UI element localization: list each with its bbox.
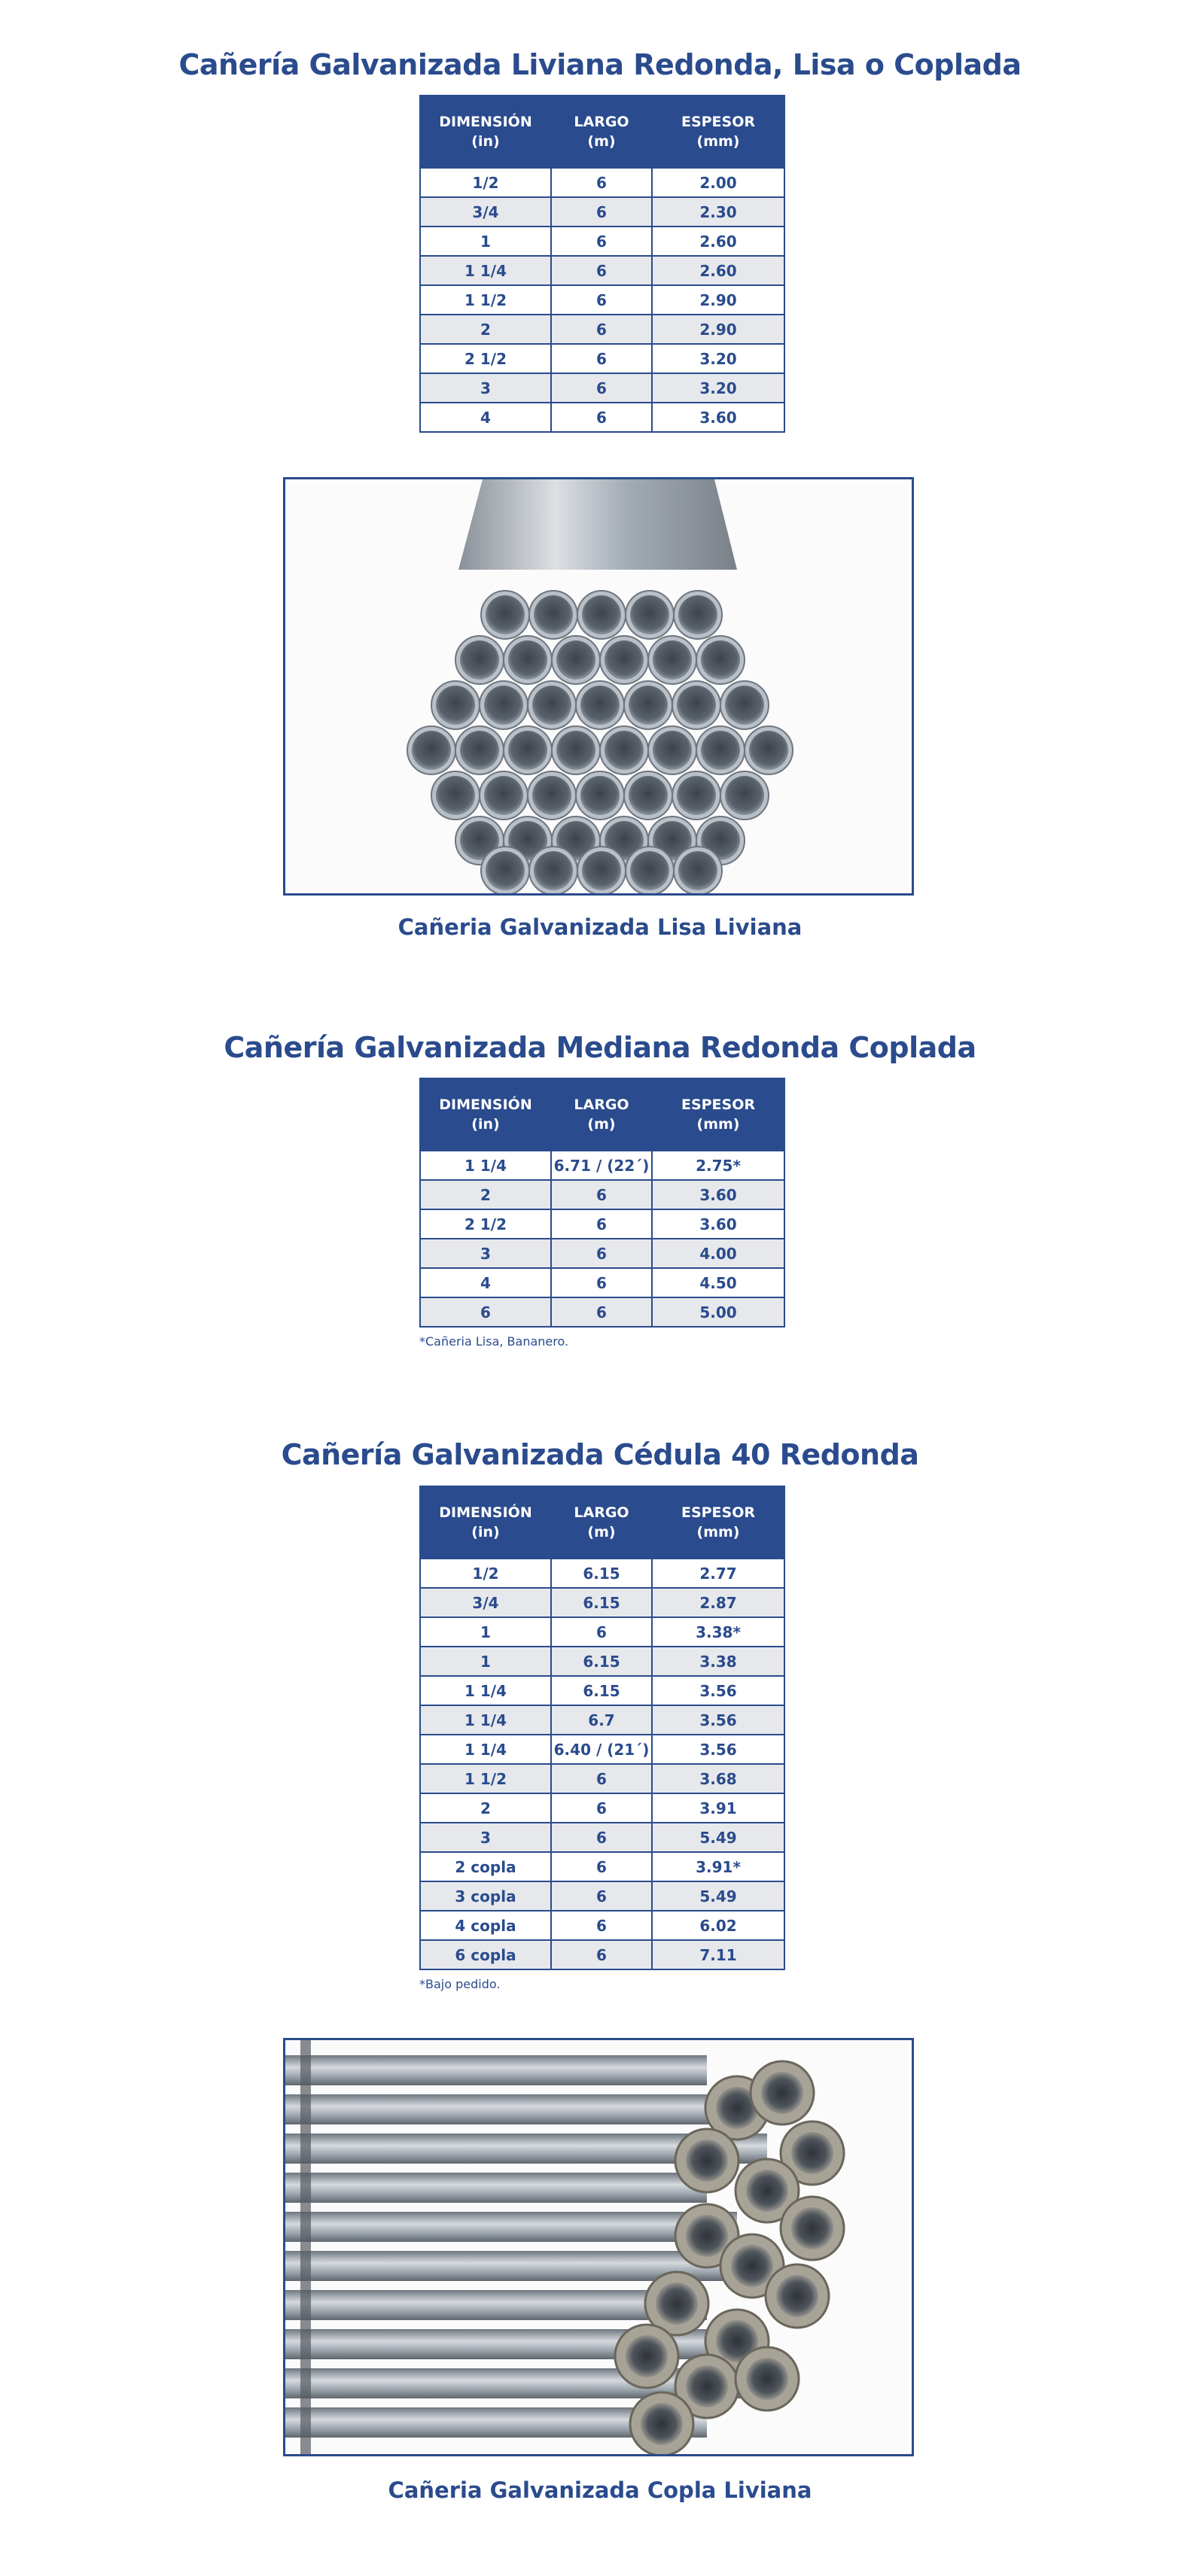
cell-largo: 6 [551,1940,652,1969]
cell-largo: 6 [551,1764,652,1793]
table-row [420,1852,784,1881]
cell-largo: 6.40 / (21´) [551,1735,652,1764]
cell-espesor: 3.20 [652,373,784,403]
table-header-row [420,1078,784,1151]
table-row [420,256,784,285]
table-row [420,1239,784,1268]
table-row [420,197,784,227]
cell-largo: 6 [551,256,652,285]
table-row [420,1209,784,1239]
table-row [420,1588,784,1617]
section-3-title: Cañería Galvanizada Cédula 40 Redonda [281,1438,919,1471]
cell-largo: 6 [551,1239,652,1268]
table-row [420,1881,784,1911]
cell-largo: 6 [551,285,652,315]
cell-largo: 6 [551,373,652,403]
cell-dimension: 1 1/2 [420,285,551,315]
cell-espesor: 3.60 [652,1209,784,1239]
table-row [420,1268,784,1297]
table-row [420,1180,784,1209]
pipe-bundle-ends-icon [285,479,912,893]
cell-dimension: 2 1/2 [420,344,551,373]
table-header-row [420,96,784,168]
spec-table-cedula-40 [419,1486,785,1970]
cell-espesor: 3.60 [652,403,784,432]
cell-largo: 6 [551,197,652,227]
cell-largo: 6 [551,168,652,197]
table-row [420,1911,784,1940]
table-row [420,373,784,403]
header-largo: LARGO (m) [551,96,652,168]
spec-table-liviana [419,95,785,433]
section-1-title: Cañería Galvanizada Liviana Redonda, Lisa o Coplada [178,48,1022,81]
cell-espesor: 2.75* [652,1151,784,1180]
cell-largo: 6.71 / (22´) [551,1151,652,1180]
product-photo-lisa [283,477,914,896]
pipe-bundle-couplings-icon [285,2040,912,2454]
cell-largo: 6 [551,1881,652,1911]
cell-espesor: 2.60 [652,227,784,256]
header-espesor: ESPESOR (mm) [652,1486,784,1559]
header-dimension: DIMENSIÓN (in) [420,1078,551,1151]
cell-dimension: 3/4 [420,1588,551,1617]
cell-espesor: 2.77 [652,1559,784,1588]
cell-dimension: 2 1/2 [420,1209,551,1239]
table-row [420,1793,784,1823]
cell-dimension: 1 [420,1647,551,1676]
cell-dimension: 3 copla [420,1881,551,1911]
cell-dimension: 3 [420,373,551,403]
table-row [420,1297,784,1327]
cell-dimension: 1 1/4 [420,1705,551,1735]
table-row [420,1705,784,1735]
table-row [420,1151,784,1180]
cell-espesor: 3.91* [652,1852,784,1881]
cell-espesor: 4.50 [652,1268,784,1297]
cell-dimension: 1 1/2 [420,1764,551,1793]
cell-largo: 6.15 [551,1559,652,1588]
cell-dimension: 3/4 [420,197,551,227]
cell-dimension: 6 [420,1297,551,1327]
cell-espesor: 3.38* [652,1617,784,1647]
cell-espesor: 4.00 [652,1239,784,1268]
cell-dimension: 1 1/4 [420,1735,551,1764]
cell-largo: 6 [551,315,652,344]
cell-dimension: 2 copla [420,1852,551,1881]
cell-largo: 6 [551,403,652,432]
table-row [420,1764,784,1793]
cell-espesor: 5.00 [652,1297,784,1327]
cell-espesor: 3.56 [652,1676,784,1705]
cell-largo: 6 [551,1793,652,1823]
header-espesor: ESPESOR (mm) [652,1078,784,1151]
cell-dimension: 4 [420,403,551,432]
cell-espesor: 7.11 [652,1940,784,1969]
cell-largo: 6 [551,1180,652,1209]
table-row [420,1940,784,1969]
cell-dimension: 3 [420,1823,551,1852]
cell-dimension: 1 1/4 [420,1151,551,1180]
table-row [420,1647,784,1676]
spec-table-mediana [419,1078,785,1328]
cell-espesor: 2.90 [652,315,784,344]
footnote-cedula-40: *Bajo pedido. [419,1977,501,1991]
cell-dimension: 1 [420,227,551,256]
cell-dimension: 1 [420,1617,551,1647]
cell-largo: 6 [551,344,652,373]
cell-dimension: 1/2 [420,1559,551,1588]
table-row [420,315,784,344]
cell-largo: 6 [551,1911,652,1940]
cell-largo: 6 [551,1823,652,1852]
cell-espesor: 2.87 [652,1588,784,1617]
cell-espesor: 3.56 [652,1705,784,1735]
header-largo: LARGO (m) [551,1078,652,1151]
caption-lisa: Cañeria Galvanizada Lisa Liviana [397,914,803,940]
table-row [420,344,784,373]
header-espesor: ESPESOR (mm) [652,96,784,168]
cell-dimension: 4 copla [420,1911,551,1940]
product-photo-copla [283,2038,914,2456]
cell-largo: 6.7 [551,1705,652,1735]
cell-espesor: 3.60 [652,1180,784,1209]
cell-largo: 6 [551,1268,652,1297]
header-dimension: DIMENSIÓN (in) [420,96,551,168]
table-header-row [420,1486,784,1559]
cell-espesor: 2.00 [652,168,784,197]
cell-largo: 6.15 [551,1588,652,1617]
cell-espesor: 3.68 [652,1764,784,1793]
table-row [420,1617,784,1647]
cell-dimension: 2 [420,1180,551,1209]
table-row [420,285,784,315]
cell-dimension: 2 [420,315,551,344]
cell-largo: 6 [551,227,652,256]
table-row [420,1559,784,1588]
cell-espesor: 3.20 [652,344,784,373]
cell-largo: 6 [551,1209,652,1239]
cell-espesor: 6.02 [652,1911,784,1940]
cell-largo: 6 [551,1852,652,1881]
cell-dimension: 6 copla [420,1940,551,1969]
table-row [420,168,784,197]
cell-largo: 6.15 [551,1647,652,1676]
table-row [420,1735,784,1764]
header-largo: LARGO (m) [551,1486,652,1559]
cell-dimension: 4 [420,1268,551,1297]
section-2-title: Cañería Galvanizada Mediana Redonda Coplada [224,1031,976,1064]
table-row [420,403,784,432]
cell-espesor: 5.49 [652,1881,784,1911]
cell-espesor: 5.49 [652,1823,784,1852]
cell-espesor: 2.90 [652,285,784,315]
table-row [420,1676,784,1705]
cell-largo: 6.15 [551,1676,652,1705]
cell-espesor: 3.38 [652,1647,784,1676]
caption-copla: Cañeria Galvanizada Copla Liviana [388,2477,812,2503]
cell-espesor: 3.56 [652,1735,784,1764]
cell-largo: 6 [551,1617,652,1647]
cell-dimension: 2 [420,1793,551,1823]
cell-dimension: 1/2 [420,168,551,197]
cell-espesor: 2.30 [652,197,784,227]
cell-dimension: 3 [420,1239,551,1268]
table-row [420,227,784,256]
cell-dimension: 1 1/4 [420,256,551,285]
table-row [420,1823,784,1852]
footnote-mediana: *Cañeria Lisa, Bananero. [419,1334,569,1349]
cell-dimension: 1 1/4 [420,1676,551,1705]
header-dimension: DIMENSIÓN (in) [420,1486,551,1559]
cell-largo: 6 [551,1297,652,1327]
cell-espesor: 3.91 [652,1793,784,1823]
cell-espesor: 2.60 [652,256,784,285]
